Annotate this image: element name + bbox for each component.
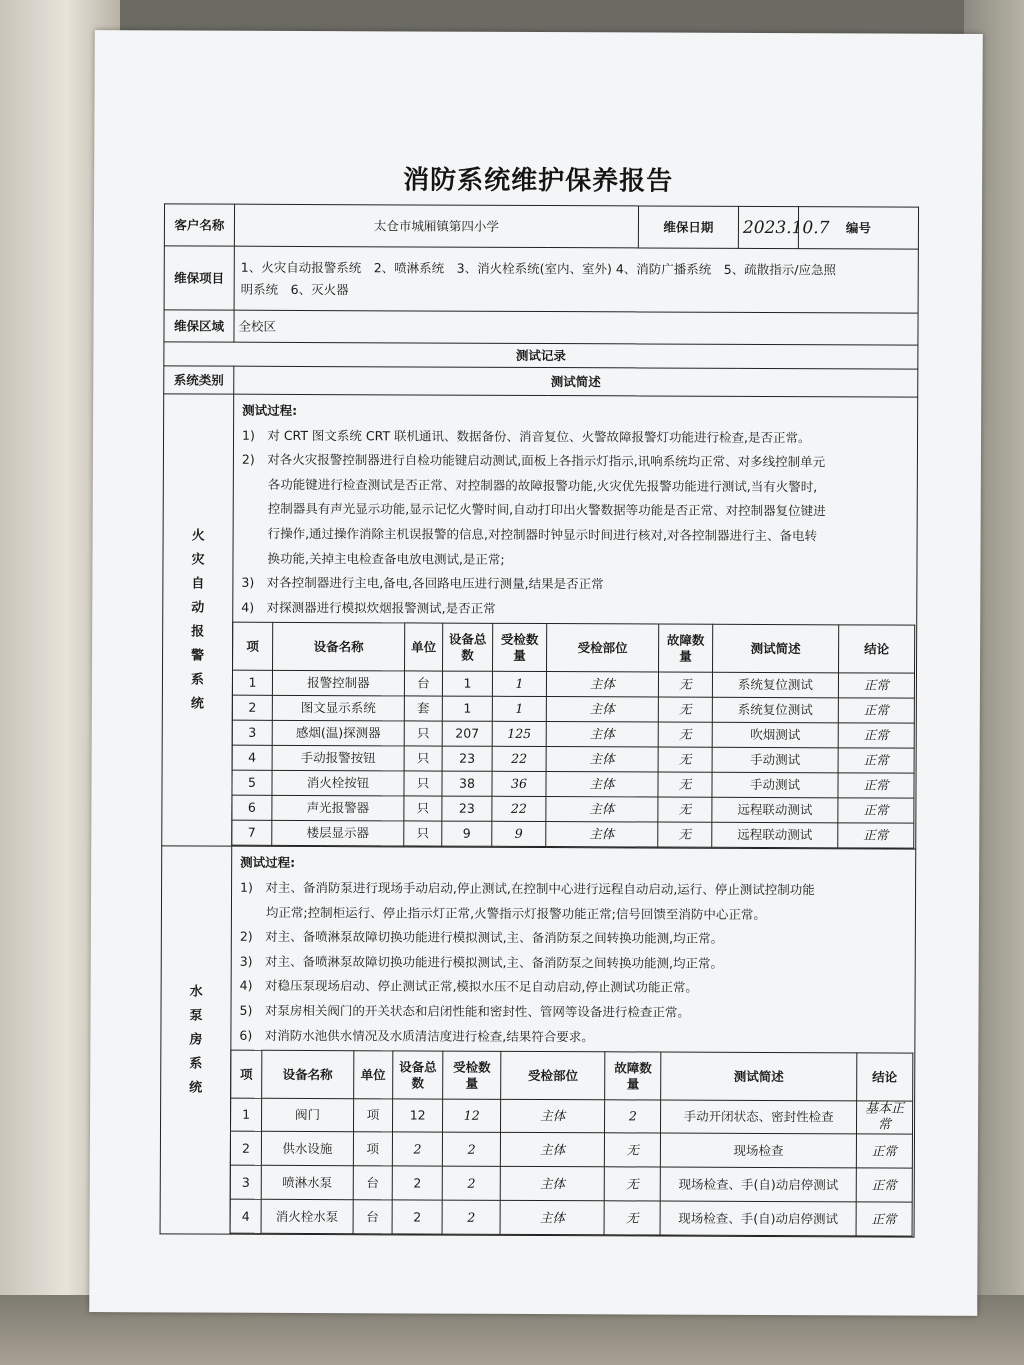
cell-total: 23 [442,796,492,821]
col-header: 结论 [839,625,915,673]
col-header: 受检数量 [443,1051,501,1099]
report-sheet [89,30,983,1316]
cell-faults: 无 [605,1133,661,1167]
cell-total: 12 [393,1099,443,1132]
fire-alarm-system-label: 火 灾 自 动 报 警 系 统 [162,394,234,847]
table-row [232,721,914,749]
col-header: 项 [233,623,273,671]
cell-device: 感烟(温)探测器 [272,721,404,747]
number-label: 编号 [798,207,918,250]
table-header-row [233,623,915,674]
process-step: 1) 对主、备消防泵进行现场手动启动,停止测试,在控制中心进行远程自动启动,运行、停止测试控制功能 [240,879,815,898]
cell-unit: 只 [404,771,442,796]
cell-total: 2 [392,1166,442,1200]
cell-faults: 无 [658,797,712,822]
cell-inspected: 9 [492,822,546,847]
process-step: 各功能键进行检查测试是否正常、对控制器的故障报警功能,火灾优先报警功能进行测试,当有火警时, [267,476,818,495]
category-label: 系统类别 [164,366,234,394]
col-header: 结论 [856,1053,912,1101]
process-step: 3) 对各控制器进行主电,备电,各回路电压进行测量,结果是否正常 [241,574,604,592]
table-row [232,796,914,824]
cell-device: 消火栓水泵 [261,1199,353,1233]
col-header: 受检部位 [501,1051,605,1099]
cell-test: 吹烟测试 [712,723,838,749]
cell-unit: 只 [404,821,442,846]
col-header: 设备总数 [393,1051,443,1099]
cell-conclusion: 正常 [838,673,914,698]
cell-part: 主体 [546,722,658,747]
cell-unit: 项 [353,1099,393,1132]
col-header: 故障数量 [659,624,713,672]
col-header: 设备名称 [273,623,405,672]
cell-conclusion: 正常 [856,1168,912,1202]
cell-faults: 无 [658,822,712,847]
cell-index: 3 [230,1165,261,1199]
cell-test: 手动测试 [712,748,838,774]
process-step: 4) 对稳压泵现场启动、停止测试正常,模拟水压不足自动启动,停止测试功能正常。 [239,978,698,996]
process-step: 6) 对消防水池供水情况及水质清洁度进行检查,结果符合要求。 [239,1027,594,1044]
table-row [230,1165,912,1202]
cell-inspected: 1 [492,697,546,722]
cell-conclusion: 正常 [856,1134,912,1168]
cell-unit: 项 [353,1132,393,1166]
cell-faults: 无 [658,672,712,697]
cell-conclusion: 正常 [838,723,914,748]
table-header-row [231,1050,913,1101]
cell-unit: 只 [404,721,442,746]
cell-faults: 无 [658,747,712,772]
cell-inspected: 2 [442,1132,500,1166]
cell-faults: 无 [604,1201,660,1235]
cell-part: 主体 [546,772,658,797]
cell-faults: 无 [658,772,712,797]
process-step: 1) 对 CRT 图文系统 CRT 联机通讯、数据备份、消音复位、火警故障报警灯功能进行检查,是否正常。 [242,427,811,445]
process-title: 测试过程: [242,402,298,418]
pump-room-system-label: 水 泵 房 系 统 [160,846,232,1234]
cell-inspected: 1 [492,672,546,697]
cell-total: 2 [392,1200,442,1234]
cell-part: 主体 [500,1166,604,1200]
cell-test: 现场检查、手(自)动启停测试 [660,1201,856,1236]
process-step: 控制器具有声光显示功能,显示记忆火警时间,自动打印出火警数据等功能是否正常、对控制器复位键进 [267,501,826,519]
cell-total: 207 [442,721,492,746]
process-step: 4) 对探测器进行模拟炊烟报警测试,是否正常 [241,599,496,616]
customer-name: 太仓市城厢镇第四小学 [234,204,638,248]
process-step: 行操作,通过操作消除主机误报警的信息,对控制器时钟显示时间进行核对,对各控制器进行主、备电转 [267,525,818,544]
col-header: 设备名称 [262,1050,354,1098]
fire-alarm-process [233,395,917,625]
process-title: 测试过程: [240,855,296,871]
items-line-1: 1、火灾自动报警系统 2、喷淋系统 3、消火栓系统(室内、室外) 4、消防广播系统 5、疏散指示/应急照 [240,259,837,277]
cell-part: 主体 [546,697,658,722]
cell-conclusion: 正常 [838,798,914,823]
cell-test: 远程联动测试 [712,798,838,824]
cell-total: 1 [442,696,492,721]
cell-total: 2 [393,1132,443,1166]
cell-index: 1 [230,1098,261,1131]
cell-test: 现场检查 [661,1133,857,1168]
customer-label: 客户名称 [164,204,234,246]
process-step: 2) 对主、备喷淋泵故障切换功能进行模拟测试,主、备消防泵之间转换功能测,均正常。 [239,928,724,946]
cell-device: 喷淋水泵 [261,1165,353,1199]
cell-device: 阀门 [262,1098,354,1131]
cell-inspected: 36 [492,772,546,797]
cell-conclusion: 基本正常 [856,1101,912,1134]
cell-faults: 无 [658,697,712,722]
cell-conclusion: 正常 [856,1202,912,1236]
cell-part: 主体 [501,1132,605,1166]
cell-test: 现场检查、手(自)动启停测试 [661,1167,857,1202]
cell-unit: 套 [404,696,442,721]
process-step: 均正常;控制柜运行、停止指示灯正常,火警指示灯报警功能正常;信号回馈至消防中心正常。 [265,904,766,922]
cell-conclusion: 正常 [838,823,914,848]
cell-index: 2 [230,1131,261,1165]
col-header: 单位 [405,623,443,671]
cell-device: 消火栓按钮 [272,771,404,797]
process-step: 2) 对各火灾报警控制器进行自检功能键启动测试,面板上各指示灯指示,讯响系统均正常、对多线控制单元 [241,451,826,470]
cell-total: 23 [442,746,492,771]
table-row [232,771,914,799]
items-content [234,246,918,313]
cell-index: 4 [232,746,272,771]
cell-index: 4 [230,1199,261,1233]
table-row [232,746,914,774]
col-header: 测试简述 [713,625,839,674]
cell-part: 主体 [546,672,658,697]
process-step: 换功能,关掉主电检查备电放电测试,是正常; [267,550,505,567]
cell-total: 38 [442,771,492,796]
cell-inspected: 2 [442,1166,500,1200]
cell-inspected: 22 [492,797,546,822]
fire-alarm-content [232,394,918,849]
cell-device: 报警控制器 [272,671,404,697]
table-row [232,671,914,699]
pump-equipment-table [230,1050,914,1237]
cell-part: 主体 [546,797,658,822]
cell-inspected: 22 [492,747,546,772]
table-row [230,1131,912,1168]
report-title: 消防系统维护保养报告 [403,165,674,197]
col-header: 受检部位 [547,624,659,672]
col-header: 测试简述 [661,1052,857,1101]
summary-label: 测试简述 [234,366,918,397]
table-row [230,1098,912,1134]
col-header: 项 [231,1050,262,1098]
cell-index: 3 [232,721,272,746]
fire-alarm-equipment-table [231,622,915,849]
items-line-2: 明系统 6、灭火器 [240,281,349,297]
area-label: 维保区域 [164,310,234,342]
cell-device: 声光报警器 [272,796,404,822]
col-header: 单位 [353,1051,393,1099]
maintenance-date: 2023.10.7 [738,206,798,248]
cell-faults: 2 [605,1100,661,1133]
cell-part: 主体 [500,1200,604,1234]
cell-test: 手动开闭状态、密封性检查 [661,1100,857,1134]
cell-test: 系统复位测试 [712,673,838,699]
table-row [232,821,914,849]
cell-index: 5 [232,771,272,796]
cell-index: 1 [232,671,272,696]
cell-part: 主体 [501,1099,605,1132]
cell-faults: 无 [604,1167,660,1201]
cell-test: 手动测试 [712,773,838,799]
process-step: 3) 对主、备喷淋泵故障切换功能进行模拟测试,主、备消防泵之间转换功能测,均正常。 [239,953,724,971]
pump-process [231,847,915,1053]
cell-unit: 只 [404,746,442,771]
pump-room-content [230,847,916,1238]
cell-unit: 只 [404,796,442,821]
date-label: 维保日期 [638,206,738,248]
area-value: 全校区 [234,310,918,345]
col-header: 故障数量 [605,1052,661,1100]
cell-unit: 台 [353,1166,393,1200]
cell-inspected: 12 [443,1099,501,1132]
col-header: 受检数量 [493,624,547,672]
cell-total: 1 [442,671,492,696]
cell-device: 手动报警按钮 [272,746,404,772]
report-table [160,203,919,1237]
table-row [230,1199,912,1236]
test-record-heading: 测试记录 [164,342,918,369]
cell-unit: 台 [404,671,442,696]
process-step: 5) 对泵房相关阀门的开关状态和启闭性能和密封性、管网等设备进行检查正常。 [239,1002,690,1020]
cell-test: 远程联动测试 [712,823,838,849]
cell-inspected: 2 [442,1200,500,1234]
cell-conclusion: 正常 [838,773,914,798]
cell-device: 楼层显示器 [272,821,404,847]
cell-inspected: 125 [492,722,546,747]
cell-index: 7 [232,821,272,846]
cell-part: 主体 [546,747,658,772]
cell-test: 系统复位测试 [712,698,838,724]
cell-index: 6 [232,796,272,821]
cell-unit: 台 [353,1200,393,1234]
cell-part: 主体 [546,822,658,847]
cell-faults: 无 [658,722,712,747]
cell-conclusion: 正常 [838,748,914,773]
cell-total: 9 [442,821,492,846]
cell-device: 图文显示系统 [272,696,404,722]
items-label: 维保项目 [164,246,234,310]
col-header: 设备总数 [443,623,493,671]
cell-conclusion: 正常 [838,698,914,723]
cell-device: 供水设施 [262,1131,354,1165]
table-row [232,696,914,724]
cell-index: 2 [232,696,272,721]
